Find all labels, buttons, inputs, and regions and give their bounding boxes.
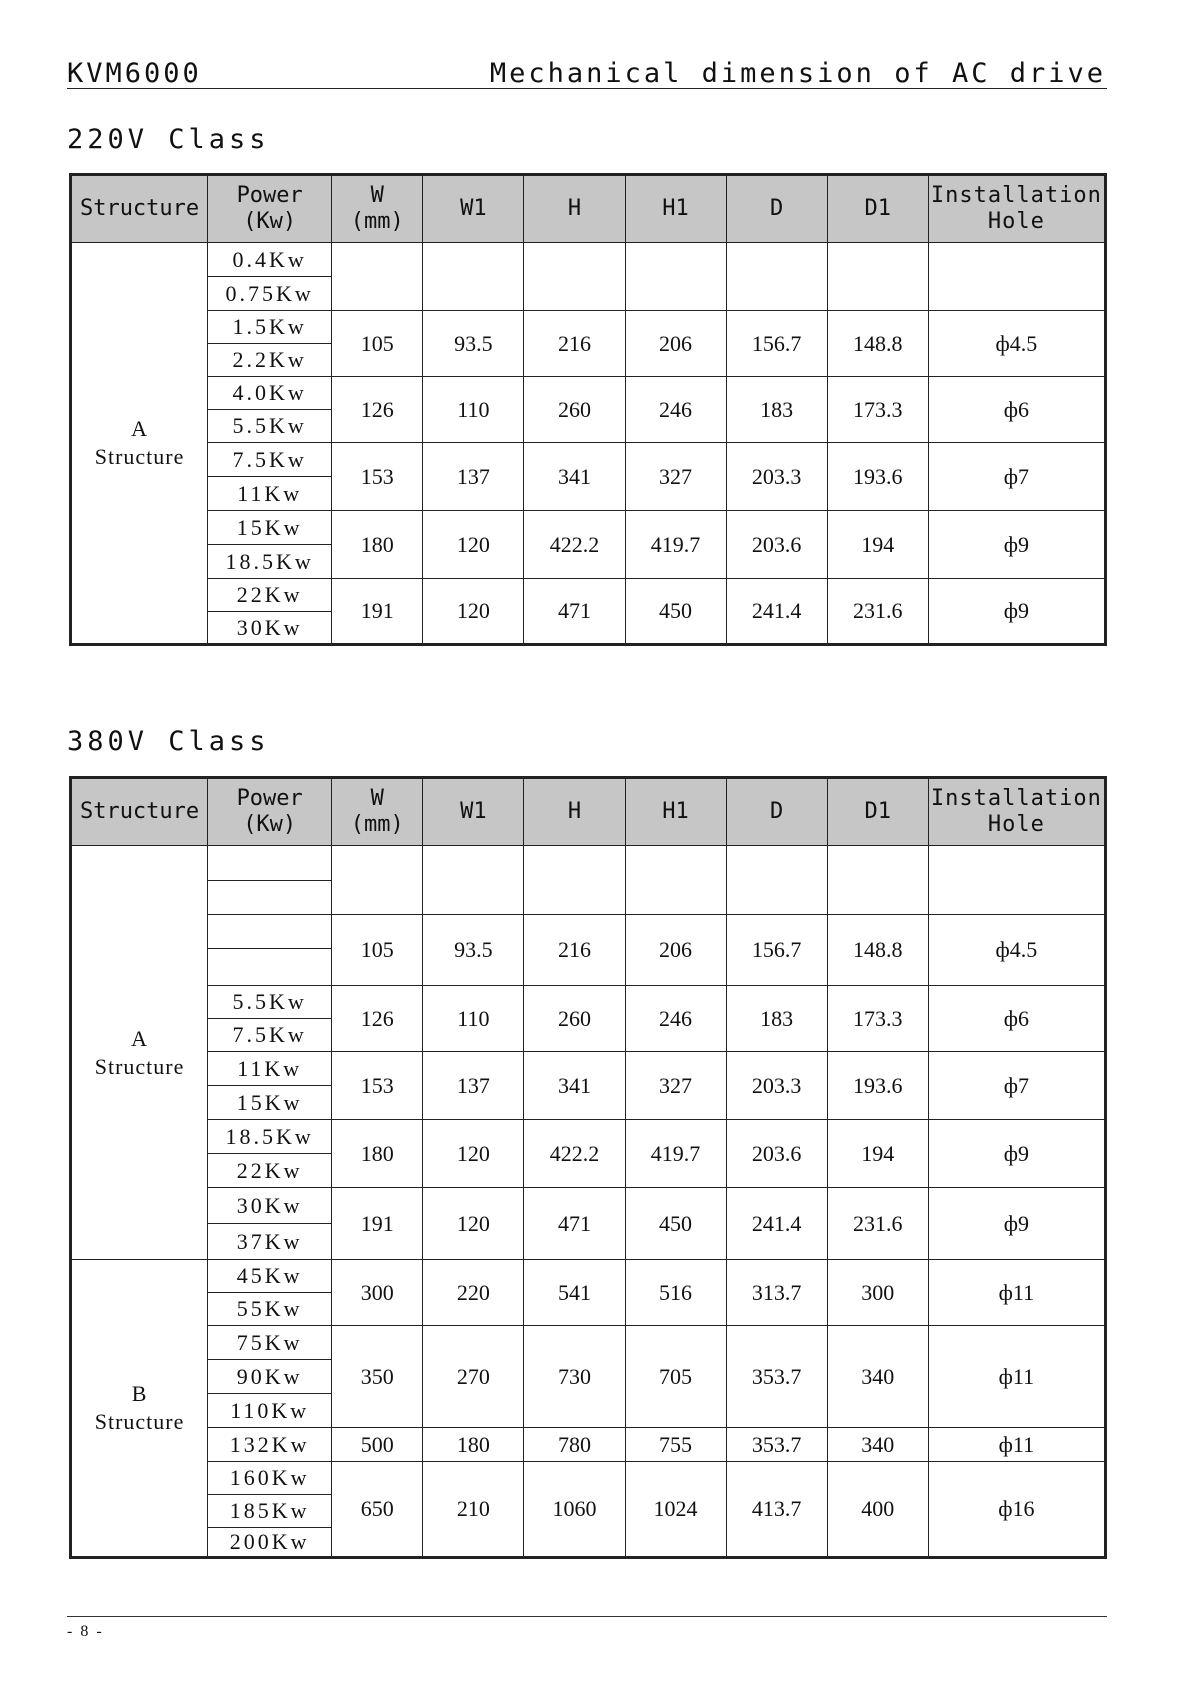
table-row xyxy=(71,443,1106,477)
hole-cell: ф9 xyxy=(928,579,1105,645)
w1-cell: 93.5 xyxy=(423,915,524,986)
d1-cell: 193.6 xyxy=(827,443,928,511)
h1-cell: 1024 xyxy=(625,1462,726,1558)
power-cell: 22Kw xyxy=(208,1154,332,1188)
col-header-installation-hole xyxy=(928,778,1105,846)
table-row xyxy=(71,511,1106,545)
w1-cell: 270 xyxy=(423,1326,524,1428)
power-cell: 45Kw xyxy=(208,1260,332,1293)
table-row xyxy=(71,1120,1106,1154)
h1-cell: 419.7 xyxy=(625,1120,726,1188)
table-row xyxy=(71,1052,1106,1086)
w-cell: 126 xyxy=(332,377,423,443)
structure-a-label: A Structure xyxy=(94,1025,185,1079)
dimension-table-220v xyxy=(69,173,1107,646)
table-row xyxy=(71,579,1106,612)
power-cell: 110Kw xyxy=(208,1394,332,1428)
structure-b-cell xyxy=(71,1260,208,1558)
hole-cell: ф16 xyxy=(928,1462,1105,1558)
power-cell-empty xyxy=(208,949,332,986)
w-cell: 153 xyxy=(332,443,423,511)
section-title-380v: 380V Class xyxy=(67,726,270,757)
page-number: - 8 - xyxy=(67,1623,104,1640)
power-cell: 7.5Kw xyxy=(208,1019,332,1052)
hole-cell: ф7 xyxy=(928,1052,1105,1120)
col-header-d1: D1 xyxy=(827,778,928,846)
w1-cell: 120 xyxy=(423,1120,524,1188)
table-row xyxy=(71,1462,1106,1495)
col-header-power-text: Power (Kw) xyxy=(236,786,303,837)
empty-cell xyxy=(524,846,625,915)
power-cell: 37Kw xyxy=(208,1224,332,1260)
col-header-w xyxy=(332,778,423,846)
h1-cell: 246 xyxy=(625,377,726,443)
d-cell: 203.6 xyxy=(726,1120,827,1188)
col-header-w1: W1 xyxy=(423,778,524,846)
h1-cell: 327 xyxy=(625,1052,726,1120)
w1-cell: 120 xyxy=(423,579,524,645)
d-cell: 183 xyxy=(726,986,827,1052)
d1-cell: 193.6 xyxy=(827,1052,928,1120)
h-cell: 471 xyxy=(524,579,625,645)
col-header-h: H xyxy=(524,778,625,846)
col-header-h: H xyxy=(524,175,625,243)
power-cell: 185Kw xyxy=(208,1495,332,1528)
d-cell: 241.4 xyxy=(726,579,827,645)
hole-cell: ф11 xyxy=(928,1260,1105,1326)
w-cell: 350 xyxy=(332,1326,423,1428)
power-cell-empty xyxy=(208,915,332,949)
h-cell: 341 xyxy=(524,443,625,511)
col-header-power xyxy=(208,778,332,846)
page-header-title: Mechanical dimension of AC drive xyxy=(489,58,1106,89)
d-cell: 203.6 xyxy=(726,511,827,579)
power-cell: 0.4Kw xyxy=(208,243,332,277)
table-row xyxy=(71,1188,1106,1224)
hole-cell: ф9 xyxy=(928,1120,1105,1188)
empty-cell xyxy=(928,243,1105,311)
w1-cell: 180 xyxy=(423,1428,524,1462)
empty-cell xyxy=(332,846,423,915)
table-row xyxy=(71,1326,1106,1360)
h1-cell: 516 xyxy=(625,1260,726,1326)
h1-cell: 206 xyxy=(625,915,726,986)
power-cell: 4.0Kw xyxy=(208,377,332,410)
w1-cell: 120 xyxy=(423,511,524,579)
w1-cell: 137 xyxy=(423,1052,524,1120)
empty-cell xyxy=(524,243,625,311)
h-cell: 260 xyxy=(524,986,625,1052)
h-cell: 216 xyxy=(524,915,625,986)
w1-cell: 120 xyxy=(423,1188,524,1260)
w-cell: 300 xyxy=(332,1260,423,1326)
d1-cell: 340 xyxy=(827,1326,928,1428)
d-cell: 156.7 xyxy=(726,311,827,377)
power-cell-empty xyxy=(208,846,332,881)
col-header-d: D xyxy=(726,778,827,846)
structure-b-label: B Structure xyxy=(94,1381,185,1434)
w-cell: 180 xyxy=(332,1120,423,1188)
empty-cell xyxy=(827,846,928,915)
table-row xyxy=(71,243,1106,277)
table-row xyxy=(71,846,1106,881)
d-cell: 156.7 xyxy=(726,915,827,986)
col-header-hole-text: Installation Hole xyxy=(930,786,1102,837)
table-row xyxy=(71,377,1106,410)
col-header-installation-hole xyxy=(928,175,1105,243)
h-cell: 216 xyxy=(524,311,625,377)
empty-cell xyxy=(423,846,524,915)
empty-cell xyxy=(827,243,928,311)
w1-cell: 220 xyxy=(423,1260,524,1326)
d-cell: 203.3 xyxy=(726,443,827,511)
empty-cell xyxy=(625,243,726,311)
power-cell: 5.5Kw xyxy=(208,410,332,443)
d1-cell: 300 xyxy=(827,1260,928,1326)
d1-cell: 148.8 xyxy=(827,311,928,377)
power-cell-empty xyxy=(208,881,332,915)
power-cell: 2.2Kw xyxy=(208,344,332,377)
power-cell: 5.5Kw xyxy=(208,986,332,1019)
h1-cell: 450 xyxy=(625,1188,726,1260)
h1-cell: 450 xyxy=(625,579,726,645)
table-header-row xyxy=(71,778,1106,846)
hole-cell: ф11 xyxy=(928,1428,1105,1462)
d-cell: 413.7 xyxy=(726,1462,827,1558)
d1-cell: 194 xyxy=(827,511,928,579)
structure-a-cell xyxy=(71,846,208,1260)
d1-cell: 148.8 xyxy=(827,915,928,986)
h-cell: 541 xyxy=(524,1260,625,1326)
table-header-row xyxy=(71,175,1106,243)
power-cell: 1.5Kw xyxy=(208,311,332,344)
power-cell: 15Kw xyxy=(208,1086,332,1120)
h1-cell: 419.7 xyxy=(625,511,726,579)
h-cell: 422.2 xyxy=(524,1120,625,1188)
h1-cell: 206 xyxy=(625,311,726,377)
col-header-d1: D1 xyxy=(827,175,928,243)
power-cell: 30Kw xyxy=(208,1188,332,1224)
empty-cell xyxy=(726,243,827,311)
power-cell: 18.5Kw xyxy=(208,545,332,579)
w-cell: 180 xyxy=(332,511,423,579)
empty-cell xyxy=(726,846,827,915)
w1-cell: 137 xyxy=(423,443,524,511)
table-row xyxy=(71,915,1106,949)
empty-cell xyxy=(928,846,1105,915)
w1-cell: 210 xyxy=(423,1462,524,1558)
w-cell: 500 xyxy=(332,1428,423,1462)
w-cell: 191 xyxy=(332,579,423,645)
d1-cell: 194 xyxy=(827,1120,928,1188)
col-header-w1: W1 xyxy=(423,175,524,243)
d1-cell: 400 xyxy=(827,1462,928,1558)
table-row xyxy=(71,1428,1106,1462)
power-cell: 11Kw xyxy=(208,477,332,511)
power-cell: 0.75Kw xyxy=(208,277,332,311)
hole-cell: ф6 xyxy=(928,377,1105,443)
dimension-table-380v xyxy=(69,776,1107,1559)
col-header-structure: Structure xyxy=(71,175,208,243)
d-cell: 183 xyxy=(726,377,827,443)
w-cell: 191 xyxy=(332,1188,423,1260)
col-header-w-text: W (mm) xyxy=(350,183,404,234)
col-header-w-text: W (mm) xyxy=(350,786,404,837)
power-cell: 30Kw xyxy=(208,612,332,645)
col-header-d: D xyxy=(726,175,827,243)
d-cell: 313.7 xyxy=(726,1260,827,1326)
d1-cell: 173.3 xyxy=(827,377,928,443)
section-title-220v: 220V Class xyxy=(67,124,270,155)
hole-cell: ф6 xyxy=(928,986,1105,1052)
w-cell: 650 xyxy=(332,1462,423,1558)
d-cell: 353.7 xyxy=(726,1326,827,1428)
structure-a-cell xyxy=(71,243,208,645)
col-header-hole-text: Installation Hole xyxy=(930,183,1102,234)
d1-cell: 231.6 xyxy=(827,1188,928,1260)
table-row xyxy=(71,986,1106,1019)
empty-cell xyxy=(423,243,524,311)
hole-cell: ф4.5 xyxy=(928,915,1105,986)
col-header-w xyxy=(332,175,423,243)
power-cell: 90Kw xyxy=(208,1360,332,1394)
power-cell: 132Kw xyxy=(208,1428,332,1462)
d1-cell: 173.3 xyxy=(827,986,928,1052)
w1-cell: 110 xyxy=(423,986,524,1052)
h1-cell: 327 xyxy=(625,443,726,511)
h-cell: 780 xyxy=(524,1428,625,1462)
h-cell: 422.2 xyxy=(524,511,625,579)
hole-cell: ф7 xyxy=(928,443,1105,511)
power-cell: 18.5Kw xyxy=(208,1120,332,1154)
power-cell: 200Kw xyxy=(208,1528,332,1558)
table-row xyxy=(71,311,1106,344)
h1-cell: 755 xyxy=(625,1428,726,1462)
power-cell: 55Kw xyxy=(208,1293,332,1326)
d-cell: 353.7 xyxy=(726,1428,827,1462)
power-cell: 7.5Kw xyxy=(208,443,332,477)
structure-a-label: A Structure xyxy=(94,416,185,469)
d-cell: 241.4 xyxy=(726,1188,827,1260)
power-cell: 160Kw xyxy=(208,1462,332,1495)
h1-cell: 705 xyxy=(625,1326,726,1428)
w1-cell: 110 xyxy=(423,377,524,443)
power-cell: 22Kw xyxy=(208,579,332,612)
hole-cell: ф9 xyxy=(928,511,1105,579)
empty-cell xyxy=(332,243,423,311)
d1-cell: 231.6 xyxy=(827,579,928,645)
table-row xyxy=(71,1260,1106,1293)
d1-cell: 340 xyxy=(827,1428,928,1462)
model-name: KVM6000 xyxy=(67,58,202,89)
hole-cell: ф9 xyxy=(928,1188,1105,1260)
footer-rule xyxy=(67,1616,1107,1617)
hole-cell: ф4.5 xyxy=(928,311,1105,377)
col-header-h1: H1 xyxy=(625,778,726,846)
d-cell: 203.3 xyxy=(726,1052,827,1120)
power-cell: 11Kw xyxy=(208,1052,332,1086)
col-header-power xyxy=(208,175,332,243)
col-header-h1: H1 xyxy=(625,175,726,243)
w-cell: 105 xyxy=(332,915,423,986)
hole-cell: ф11 xyxy=(928,1326,1105,1428)
power-cell: 15Kw xyxy=(208,511,332,545)
w-cell: 126 xyxy=(332,986,423,1052)
h-cell: 260 xyxy=(524,377,625,443)
h-cell: 1060 xyxy=(524,1462,625,1558)
h-cell: 341 xyxy=(524,1052,625,1120)
w-cell: 105 xyxy=(332,311,423,377)
h-cell: 730 xyxy=(524,1326,625,1428)
col-header-structure: Structure xyxy=(71,778,208,846)
header-rule xyxy=(67,88,1107,89)
empty-cell xyxy=(625,846,726,915)
h1-cell: 246 xyxy=(625,986,726,1052)
power-cell: 75Kw xyxy=(208,1326,332,1360)
w-cell: 153 xyxy=(332,1052,423,1120)
w1-cell: 93.5 xyxy=(423,311,524,377)
col-header-power-text: Power (Kw) xyxy=(236,183,303,234)
h-cell: 471 xyxy=(524,1188,625,1260)
